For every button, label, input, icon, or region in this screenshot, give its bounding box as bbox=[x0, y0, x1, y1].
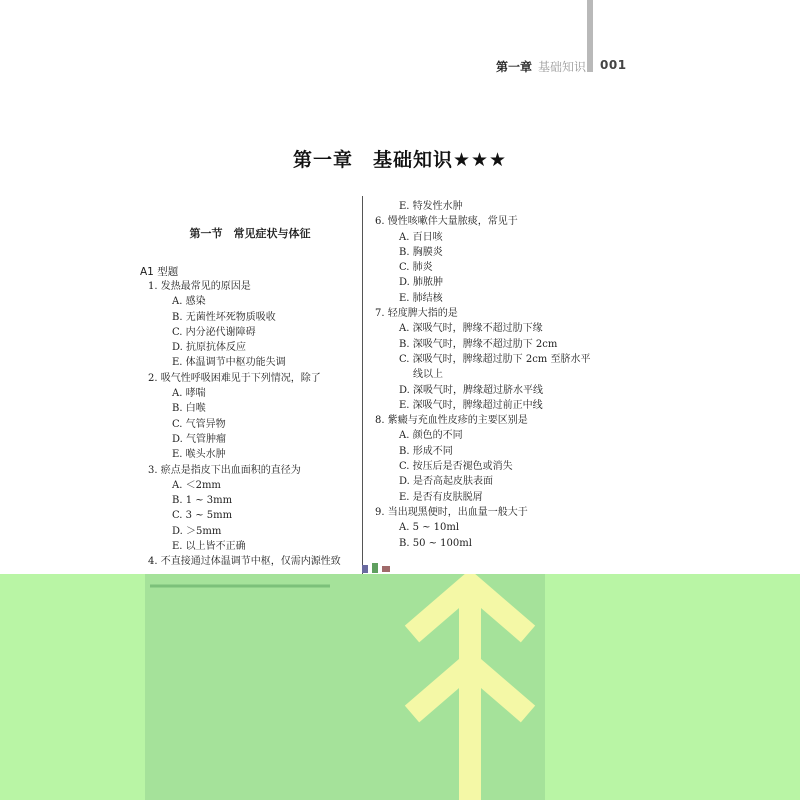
answer-option: C. 深吸气时，脾缘超过肋下 2cm 至脐水平 bbox=[399, 353, 591, 365]
question-stem: 8. 紫癜与充血性皮疹的主要区别是 bbox=[375, 415, 528, 427]
answer-option: D. 深吸气时，脾缘超过脐水平线 bbox=[399, 384, 544, 396]
answer-option: B. 1 ~ 3mm bbox=[172, 495, 233, 507]
glitch-block-1 bbox=[362, 565, 368, 573]
chapter-title: 第一章 基础知识★★★ bbox=[292, 149, 508, 171]
answer-option: E. 是否有皮肤脱屑 bbox=[399, 491, 483, 503]
answer-option: E. 以上皆不正确 bbox=[172, 541, 246, 553]
answer-option: D. 肺脓肿 bbox=[399, 277, 444, 289]
answer-option: B. 白喉 bbox=[172, 403, 206, 415]
left-question-column bbox=[148, 279, 341, 570]
answer-option: D. 气管肿瘤 bbox=[172, 433, 227, 445]
margin-bar bbox=[587, 0, 593, 72]
column-divider bbox=[362, 196, 363, 574]
question-stem: 4. 不直接通过体温调节中枢，仅需内源性致 bbox=[148, 556, 341, 568]
glitch-block-3 bbox=[382, 566, 390, 572]
glitch-block-2 bbox=[372, 563, 378, 573]
answer-option: E. 肺结核 bbox=[399, 292, 443, 304]
answer-option: A. 哮喘 bbox=[172, 388, 206, 400]
page-number: 001 bbox=[600, 58, 627, 72]
answer-option: C. 气管异物 bbox=[172, 418, 226, 430]
answer-option: B. 胸膜炎 bbox=[399, 246, 443, 258]
answer-option: A. ＜2mm bbox=[172, 479, 221, 491]
running-header bbox=[496, 58, 627, 75]
answer-option: A. 感染 bbox=[172, 296, 206, 308]
answer-option: C. 3 ~ 5mm bbox=[172, 510, 233, 522]
answer-option: E. 深吸气时，脾缘超过前正中线 bbox=[399, 399, 543, 411]
answer-option: C. 按压后是否褪色或消失 bbox=[399, 461, 513, 473]
answer-option: A. 深吸气时，脾缘不超过肋下缘 bbox=[399, 323, 543, 335]
header-subtitle: 基础知识 bbox=[538, 60, 587, 74]
answer-option: B. 深吸气时，脾缘不超过肋下 2cm bbox=[399, 338, 558, 350]
answer-option: E. 体温调节中枢功能失调 bbox=[172, 357, 286, 369]
question-stem: 6. 慢性咳嗽伴大量脓痰，常见于 bbox=[375, 216, 518, 228]
render-glitch bbox=[360, 560, 400, 574]
answer-option: C. 肺炎 bbox=[399, 262, 433, 274]
answer-option: E. 特发性水肿 bbox=[399, 201, 463, 212]
answer-option: A. 颜色的不同 bbox=[399, 430, 463, 442]
answer-option: B. 50 ~ 100ml bbox=[399, 537, 472, 549]
answer-option: D. 抗原抗体反应 bbox=[172, 342, 247, 354]
answer-option: D. ＞5mm bbox=[172, 525, 222, 537]
right-question-column bbox=[375, 199, 590, 551]
answer-option: E. 喉头水肿 bbox=[172, 449, 226, 461]
green-overlay-region bbox=[0, 574, 800, 800]
chevron-arrows-graphic bbox=[0, 574, 800, 800]
question-stem: 3. 瘀点是指皮下出血面积的直径为 bbox=[148, 464, 301, 476]
question-type-heading: A1 型题 bbox=[140, 266, 179, 278]
section-title: 第一节 常见症状与体征 bbox=[189, 227, 311, 240]
question-stem: 2. 吸气性呼吸困难见于下列情况，除了 bbox=[148, 372, 321, 384]
question-stem: 7. 轻度脾大指的是 bbox=[375, 308, 458, 320]
header-chapter: 第一章 bbox=[496, 60, 533, 74]
answer-option: A. 百日咳 bbox=[399, 231, 443, 243]
answer-option: A. 5 ~ 10ml bbox=[399, 522, 460, 534]
question-stem: 1. 发热最常见的原因是 bbox=[148, 281, 251, 292]
answer-option: C. 内分泌代谢障碍 bbox=[172, 326, 256, 338]
answer-option: D. 是否高起皮肤表面 bbox=[399, 476, 494, 488]
answer-option: B. 无菌性坏死物质吸收 bbox=[172, 311, 276, 323]
answer-option: 线以上 bbox=[413, 369, 443, 381]
question-stem: 9. 当出现黑便时，出血量一般大于 bbox=[375, 506, 528, 518]
answer-option: B. 形成不同 bbox=[399, 445, 453, 457]
